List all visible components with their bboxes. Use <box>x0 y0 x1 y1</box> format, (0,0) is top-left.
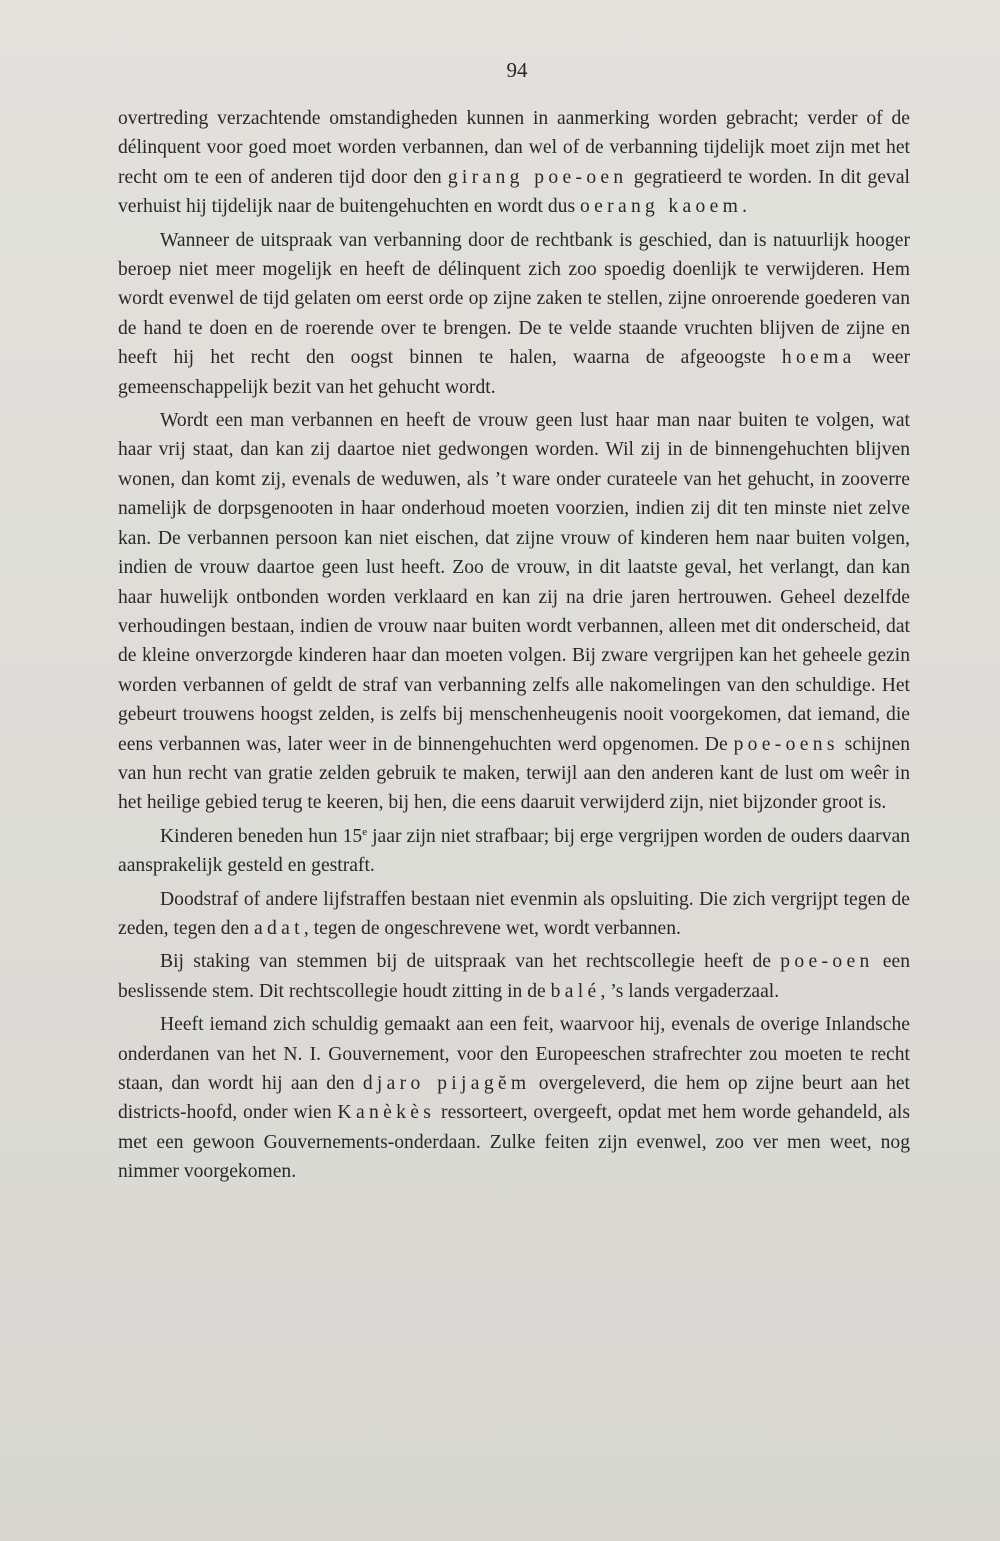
spaced-term: hoema <box>781 347 856 369</box>
paragraph <box>118 406 910 818</box>
text-run: weer gemeenschappelijk bezit van het gehucht wordt. <box>118 347 910 398</box>
text-run: , ’s lands vergaderzaal. <box>600 980 780 1002</box>
text-run: een beslissende stem. Dit rechtscollegie houdt zitting in de <box>118 951 911 1002</box>
text-run: , tegen de ongeschrevene wet, wordt verbannen. <box>303 917 681 939</box>
paragraph <box>118 822 910 881</box>
text-run: gegratieerd te worden. In dit geval verhuist hij tijdelijk naar de buitengehuchten en wordt dus <box>118 166 910 218</box>
superscript: e <box>362 825 368 838</box>
text-run: schijnen van hun recht van gratie zelden gebruik te maken, terwijl aan den anderen kant de lust om weêr in het heilige gebied terug te keeren, bij hen, die eens daaruit verwijderd zijn, niet bijzonder groot is. <box>118 733 911 814</box>
text-run: Bij staking van stemmen bij de uitspraak van het rechtscollegie heeft de <box>160 951 781 973</box>
paragraph <box>118 885 910 944</box>
text-run: overtreding verzachtende omstandigheden kunnen in aanmerking worden gebracht; verder of de délinquent voor goed moet worden verbannen, dan wel of de verbanning tijdelijk moet zijn met het recht om te een of anderen tijd door den <box>118 108 910 188</box>
text-run: Wordt een man verbannen en heeft de vrouw geen lust haar man naar buiten te volgen, wat haar vrij staat, dan kan zij daartoe niet gedwongen worden. Wil zij in de binnengehuchten blijven wonen, dan komt zij, evenals de weduwen, als ’t ware onder curateele van het gehucht, in zooverre namelijk de dorpsgenooten in haar onderhoud moeten voorzien, indien zij dit ten minste niet zelve kan. De verbannen persoon kan niet eischen, dat zijne vrouw of kinderen hem naar buiten volgen, indien de vrouw daartoe geen lust heeft. Zoo de vrouw, in dit laatste geval, het verlangt, dan kan haar huwelijk ontbonden worden verklaard en kan zij na drie jaren hertrouwen. Geheel dezelfde verhoudingen bestaan, indien de vrouw naar buiten wordt verbannen, alleen met dit onderscheid, dat de kleine onverzorgde kinderen haar dan moeten volgen. Bij zware vergrijpen kan het geheele gezin worden verbannen of geldt de straf van verbanning zelfs alle nakomelingen van den schuldige. Het gebeurt trouwens hoogst zelden, is zelfs bij menschenheugenis nooit voorgekomen, dat iemand, die eens verbannen was, later weer in de binnengehuchten werd opgenomen. De <box>118 410 910 755</box>
paragraph <box>118 1010 910 1186</box>
spaced-term: oerang kaoem <box>579 196 743 218</box>
spaced-term: poe-oen <box>780 951 874 973</box>
text-run: . <box>742 196 748 218</box>
text-run: jaar zijn niet strafbaar; bij erge vergrijpen worden de ouders daarvan aansprakelijk gesteld en gestraft. <box>118 825 910 877</box>
spaced-term: poe-oens <box>733 733 839 755</box>
spaced-term: Kanèkès <box>337 1102 436 1124</box>
paragraph <box>118 226 910 402</box>
spaced-term: girang poe-oen <box>447 166 628 188</box>
paragraph <box>118 104 910 222</box>
spaced-term: balé <box>550 980 601 1002</box>
spaced-term: djaro pijagĕm <box>362 1073 531 1094</box>
text-run: overgeleverd, die hem op zijne beurt aan het districts-hoofd, onder wien <box>118 1073 911 1124</box>
text-run: Heeft iemand zich schuldig gemaakt aan een feit, waarvoor hij, evenals de overige Inlandsche onderdanen van het N. I. Gouvernement, voor den Europeeschen strafrechter zou moeten te recht staan, dan wordt hij aan den <box>118 1014 910 1094</box>
page-number: 94 <box>506 58 528 82</box>
text-run: Kinderen beneden hun 15 <box>160 825 363 847</box>
spaced-term: adat <box>254 917 304 939</box>
text-run: Wanneer de uitspraak van verbanning door de rechtbank is geschied, dan is natuurlijk hooger beroep niet meer mogelijk en heeft de délinquent zich zoo spoedig doenlijk te verwijderen. Hem wordt evenwel de tijd gelaten om eerst orde op zijne zaken te stellen, zijne onroerende goederen van de hand te doen en de roerende over te brengen. De te velde staande vruchten blijven de zijne en heeft hij het recht den oogst binnen te halen, waarna de afgeoogste <box>118 229 910 369</box>
text-run: ressorteert, overgeeft, opdat met hem worde gehandeld, als met een gewoon Gouvernements-onderdaan. Zulke feiten zijn evenwel, zoo ver men weet, nog nimmer voorgekomen. <box>118 1102 910 1183</box>
text-run: Doodstraf of andere lijfstraffen bestaan niet evenmin als opsluiting. Die zich vergrijpt tegen de zeden, tegen den <box>118 888 910 939</box>
body-text <box>118 104 910 1191</box>
paragraph <box>118 947 910 1006</box>
